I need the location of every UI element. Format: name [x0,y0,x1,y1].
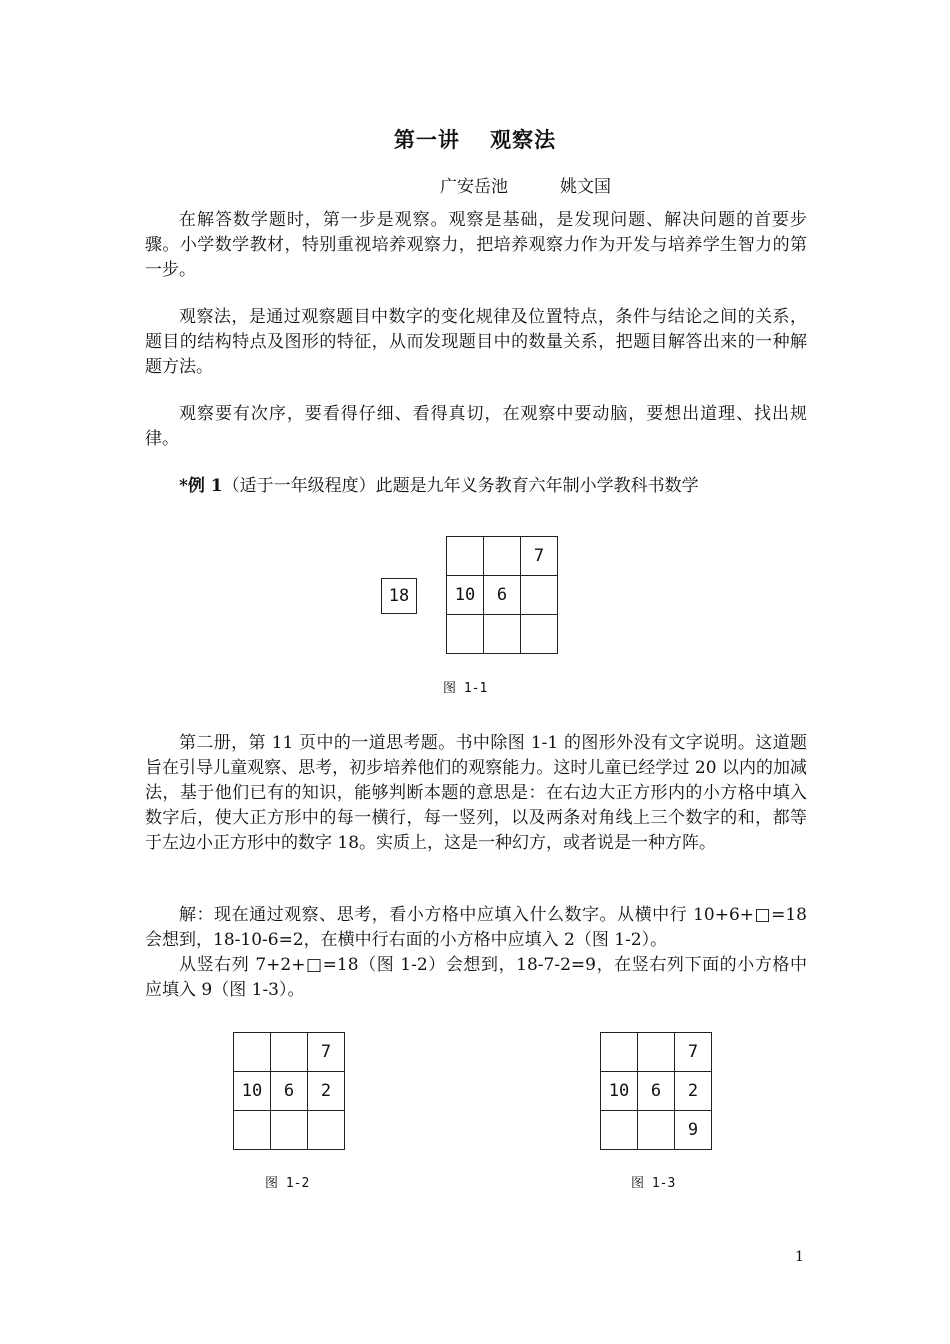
grid-cell: 9 [675,1111,712,1150]
paragraph-solution-2: 从竖右列 7+2+□=18（图 1-2）会想到，18-7-2=9，在竖右列下面的小方格中应填入 9（图 1-3）。 [145,955,807,1000]
grid-row [447,576,558,615]
paragraph-solution: 解：现在通过观察、思考，看小方格中应填入什么数字。从横中行 10+6+□=18 会想到，18-10-6=2，在横中行右面的小方格中应填入 2（图 1-2）。 [145,905,807,950]
grid-row [601,1033,712,1072]
grid-cell: 10 [447,576,484,615]
grid-cell: 7 [308,1033,345,1072]
grid-cell [484,615,521,654]
author-place: 广安岳池 [440,177,508,197]
author-name: 姚文国 [560,177,611,197]
grid-cell [234,1111,271,1150]
grid-cell: 6 [484,576,521,615]
grid-cell: 6 [638,1072,675,1111]
grid-row [234,1033,345,1072]
grid-cell: 10 [601,1072,638,1111]
figure-caption: 图 1-3 [631,1176,676,1191]
grid-cell [521,615,558,654]
grid-row [601,1111,712,1150]
grid-cell [638,1111,675,1150]
page-title: 第一讲 观察法 [393,127,557,152]
example-heading [145,474,807,499]
grid-cell: 10 [234,1072,271,1111]
paragraph-intro: 在解答数学题时，第一步是观察。观察是基础，是发现问题、解决问题的首要步骤。小学数学教材，特别重视培养观察力，把培养观察力作为开发与培养学生智力的第一步。 [145,210,807,280]
magic-square-fig1 [446,536,558,654]
paragraph-definition: 观察法，是通过观察题目中数字的变化规律及位置特点，条件与结论之间的关系，题目的结构特点及图形的特征，从而发现题目中的数量关系，把题目解答出来的一种解题方法。 [145,307,807,377]
grid-cell [447,615,484,654]
author-line [440,172,611,197]
magic-square-fig2 [233,1032,345,1150]
grid-row [234,1072,345,1111]
magic-square-fig3 [600,1032,712,1150]
grid-row [601,1072,712,1111]
grid-cell: 7 [675,1033,712,1072]
grid-cell [447,537,484,576]
figure-caption: 图 1-1 [443,681,488,696]
paragraph-explanation: 第二册，第 11 页中的一道思考题。书中除图 1-1 的图形外没有文字说明。这道题旨在引导儿童观察、思考，初步培养他们的观察能力。这时儿童已经学过 20 以内的加减法，基于他们已有的知识，能够判断本题的意思是：在右边大正方形内的小方格中填入数字后，使大正方形中的每一横行，每一竖列，以及两条对角线上三个数字的和，都等于左边小正方形中的数字 18。实质上，这是一种幻方，或者说是一种方阵。 [145,733,807,853]
example-text: （适于一年级程度）此题是九年义务教育六年制小学教科书数学 [222,476,699,496]
sum-box: 18 [381,578,417,614]
grid-cell [484,537,521,576]
grid-row [447,537,558,576]
grid-cell [638,1033,675,1072]
grid-cell [521,576,558,615]
grid-cell [271,1111,308,1150]
paragraph-order: 观察要有次序，要看得仔细、看得真切，在观察中要动脑，要想出道理、找出规律。 [145,404,807,449]
grid-cell [234,1033,271,1072]
example-label: *例 1 [179,476,223,496]
grid-cell [601,1111,638,1150]
grid-row [447,615,558,654]
grid-cell [271,1033,308,1072]
grid-cell: 7 [521,537,558,576]
grid-cell: 2 [675,1072,712,1111]
grid-cell [601,1033,638,1072]
grid-cell [308,1111,345,1150]
page-number: 1 [795,1249,804,1265]
grid-cell: 6 [271,1072,308,1111]
figure-caption: 图 1-2 [265,1176,310,1191]
grid-row [234,1111,345,1150]
grid-cell: 2 [308,1072,345,1111]
